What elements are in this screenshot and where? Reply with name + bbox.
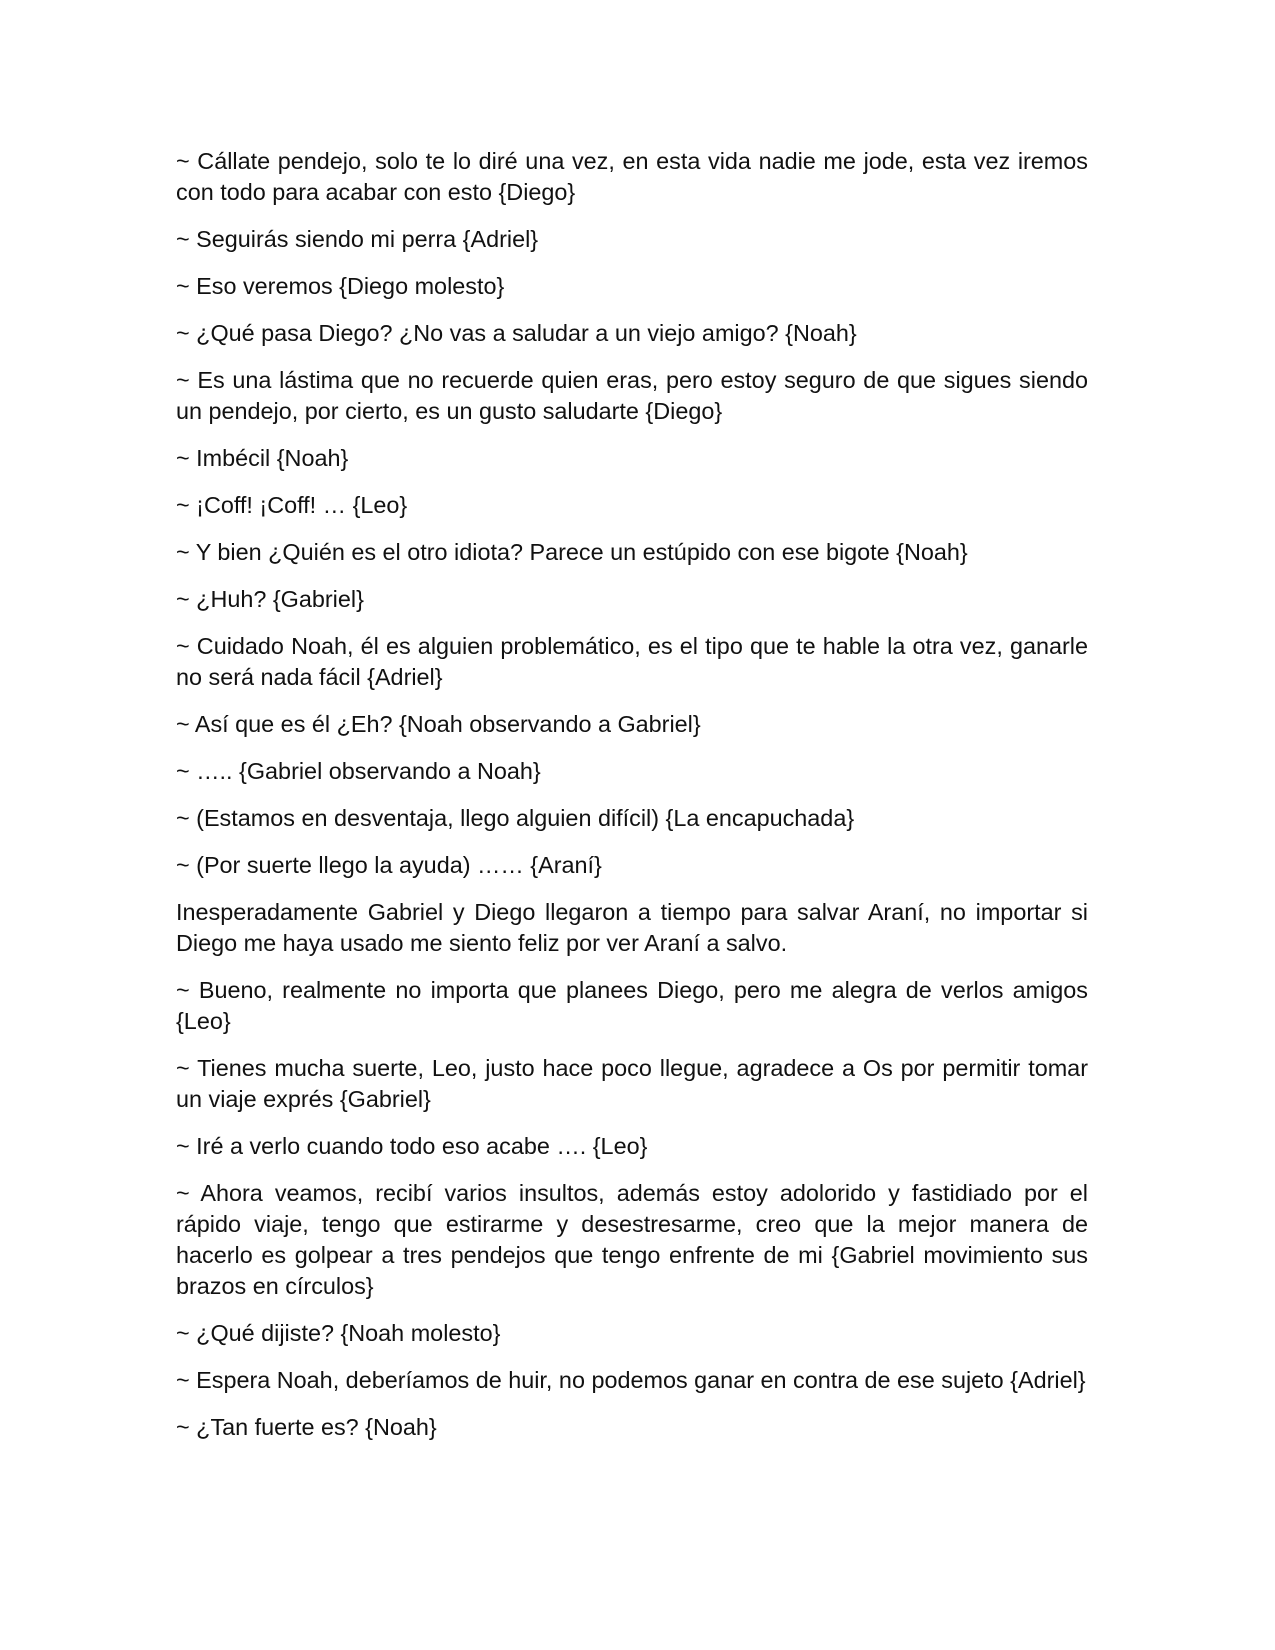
dialogue-paragraph: ~ Ahora veamos, recibí varios insultos, además estoy adolorido y fastidiado por el rápido viaje, tengo que estirarme y desestresarme, creo que la mejor manera de hacerlo es golpear a tres pendejos que tengo enfrente de mi {Gabriel movimiento sus brazos en círculos} xyxy=(176,1180,1088,1299)
dialogue-paragraph: ~ Cállate pendejo, solo te lo diré una vez, en esta vida nadie me jode, esta vez iremos con todo para acabar con esto {Diego} xyxy=(176,148,1088,205)
dialogue-paragraph: ~ Es una lástima que no recuerde quien eras, pero estoy seguro de que sigues siendo un pendejo, por cierto, es un gusto saludarte {Diego} xyxy=(176,367,1088,424)
dialogue-paragraph: ~ ¿Qué dijiste? {Noah molesto} xyxy=(176,1320,501,1346)
dialogue-paragraph: ~ ¿Tan fuerte es? {Noah} xyxy=(176,1414,437,1440)
dialogue-paragraph: ~ Tienes mucha suerte, Leo, justo hace poco llegue, agradece a Os por permitir tomar un viaje exprés {Gabriel} xyxy=(176,1055,1088,1112)
dialogue-paragraph: ~ Espera Noah, deberíamos de huir, no podemos ganar en contra de ese sujeto {Adriel} xyxy=(176,1367,1086,1393)
narration-paragraph: Inesperadamente Gabriel y Diego llegaron a tiempo para salvar Araní, no importar si Diego me haya usado me siento feliz por ver Araní a salvo. xyxy=(176,899,1088,956)
dialogue-paragraph: ~ Bueno, realmente no importa que planees Diego, pero me alegra de verlos amigos {Leo} xyxy=(176,977,1088,1034)
dialogue-paragraph: ~ Seguirás siendo mi perra {Adriel} xyxy=(176,226,539,252)
dialogue-paragraph: ~ (Por suerte llego la ayuda) …… {Araní} xyxy=(176,852,602,878)
dialogue-paragraph: ~ Imbécil {Noah} xyxy=(176,445,349,471)
dialogue-paragraph: ~ Iré a verlo cuando todo eso acabe …. {Leo} xyxy=(176,1133,648,1159)
dialogue-paragraph: ~ ¡Coff! ¡Coff! … {Leo} xyxy=(176,492,408,518)
document-page xyxy=(176,146,1088,1459)
dialogue-paragraph: ~ ¿Huh? {Gabriel} xyxy=(176,586,364,612)
dialogue-paragraph: ~ Eso veremos {Diego molesto} xyxy=(176,273,505,299)
dialogue-paragraph: ~ (Estamos en desventaja, llego alguien difícil) {La encapuchada} xyxy=(176,805,855,831)
dialogue-paragraph: ~ Así que es él ¿Eh? {Noah observando a Gabriel} xyxy=(176,711,701,737)
dialogue-paragraph: ~ Cuidado Noah, él es alguien problemático, es el tipo que te hable la otra vez, ganarle no será nada fácil {Adriel} xyxy=(176,633,1088,690)
dialogue-paragraph: ~ Y bien ¿Quién es el otro idiota? Parece un estúpido con ese bigote {Noah} xyxy=(176,539,968,565)
dialogue-paragraph: ~ ….. {Gabriel observando a Noah} xyxy=(176,758,541,784)
dialogue-paragraph: ~ ¿Qué pasa Diego? ¿No vas a saludar a un viejo amigo? {Noah} xyxy=(176,320,857,346)
